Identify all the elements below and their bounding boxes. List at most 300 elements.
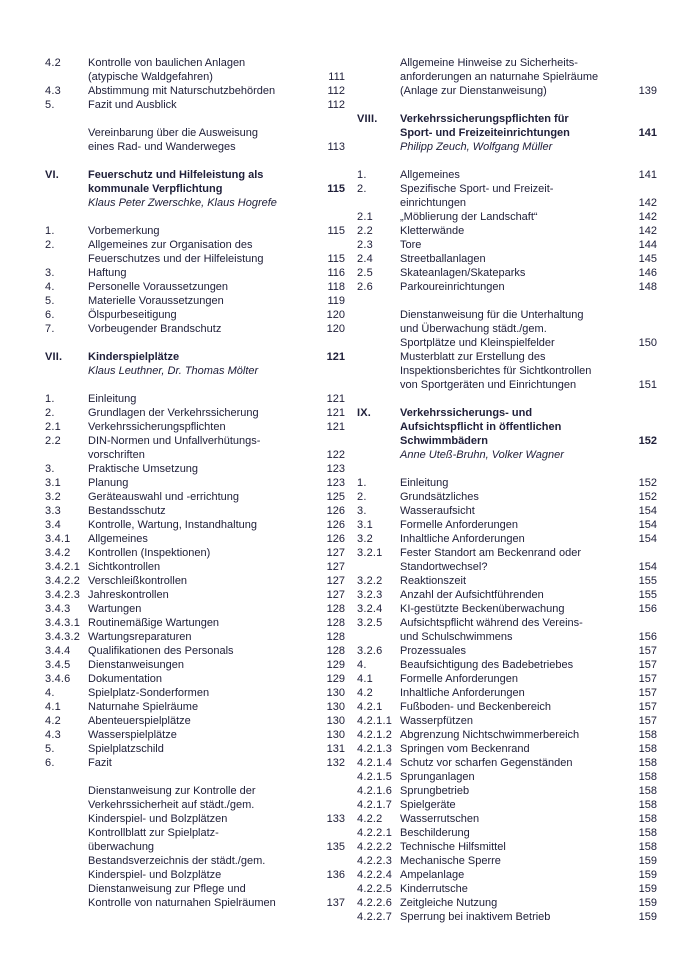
toc-entry bbox=[357, 826, 657, 840]
toc-entry-author: Klaus Leuthner, Dr. Thomas Mölter bbox=[88, 365, 259, 377]
toc-entry-page: 112 bbox=[327, 99, 345, 111]
toc-entry-title: Abgrenzung Nichtschwimmerbereich bbox=[400, 729, 580, 741]
toc-entry bbox=[45, 56, 345, 84]
toc-block bbox=[357, 112, 657, 154]
toc-entry-number: 3.4 bbox=[45, 519, 61, 531]
toc-entry bbox=[45, 84, 345, 98]
toc-entry-number: 2.3 bbox=[357, 239, 373, 251]
toc-entry-body bbox=[88, 308, 345, 322]
toc-entry-body bbox=[88, 294, 345, 308]
toc-entry bbox=[357, 798, 657, 812]
toc-entry-number: 4. bbox=[45, 281, 55, 293]
toc-entry-title: Spielplatzschild bbox=[88, 743, 164, 755]
toc-entry-number: 2. bbox=[45, 407, 55, 419]
toc-entry-page: 158 bbox=[638, 743, 657, 755]
toc-entry-body bbox=[400, 658, 657, 672]
toc-entry-page: 121 bbox=[326, 407, 345, 419]
toc-entry-number: 4.2.1.4 bbox=[357, 757, 393, 769]
toc-entry-page: 130 bbox=[326, 715, 345, 727]
toc-entry-title: Haftung bbox=[88, 267, 127, 279]
toc-entry-number: 2.5 bbox=[357, 267, 373, 279]
toc-entry-line bbox=[400, 826, 657, 840]
toc-entry-title: Inhaltliche Anforderungen bbox=[400, 533, 525, 545]
toc-entry bbox=[45, 560, 345, 574]
toc-entry-page: 113 bbox=[327, 141, 345, 153]
toc-column-right bbox=[357, 56, 657, 938]
toc-entry-page: 123 bbox=[326, 477, 345, 489]
toc-entry-page: 159 bbox=[638, 869, 657, 881]
toc-entry-body bbox=[400, 546, 657, 574]
toc-entry-body bbox=[88, 602, 345, 616]
toc-entry-title: DIN-Normen und Unfallverhütungs- bbox=[88, 435, 261, 447]
toc-entry-line bbox=[400, 210, 657, 224]
toc-entry-title: Bestandsschutz bbox=[88, 505, 166, 517]
toc-entry-page: 118 bbox=[327, 281, 345, 293]
toc-entry-body bbox=[88, 756, 345, 770]
toc-block bbox=[45, 168, 345, 210]
toc-entry-title: Grundsätzliches bbox=[400, 491, 479, 503]
toc-entry-title: Dienstanweisung zur Kontrolle der bbox=[88, 785, 256, 797]
toc-entry-title: Kinderspiel- und Bolzplätzen bbox=[88, 813, 228, 825]
toc-entry-line bbox=[400, 252, 657, 266]
toc-entry-title: Personelle Voraussetzungen bbox=[88, 281, 229, 293]
toc-entry-number: 3.4.2.2 bbox=[45, 575, 81, 587]
toc-entry-body bbox=[88, 238, 345, 266]
toc-entry-title: Skateanlagen/Skateparks bbox=[400, 267, 526, 279]
toc-entry-title: Sichtkontrollen bbox=[88, 561, 161, 573]
toc-entry-title: Praktische Umsetzung bbox=[88, 463, 199, 475]
toc-block bbox=[357, 476, 657, 924]
toc-block bbox=[45, 784, 345, 910]
toc-entry-body bbox=[88, 882, 345, 910]
toc-entry-body bbox=[88, 714, 345, 728]
toc-entry-line bbox=[88, 392, 345, 406]
toc-entry-page: 150 bbox=[638, 337, 657, 349]
toc-entry-number: 3.1 bbox=[357, 519, 373, 531]
toc-entry-body bbox=[88, 784, 345, 826]
toc-entry-number: VII. bbox=[45, 351, 63, 363]
toc-block bbox=[45, 56, 345, 112]
toc-entry-page: 121 bbox=[326, 393, 345, 405]
toc-entry-title: Routinemäßige Wartungen bbox=[88, 617, 220, 629]
toc-entry-line bbox=[400, 476, 657, 490]
toc-entry-number: 4.1 bbox=[357, 673, 373, 685]
toc-entry-line bbox=[400, 644, 657, 658]
toc-entry-page: 154 bbox=[638, 505, 657, 517]
toc-entry-number: 5. bbox=[45, 743, 55, 755]
toc-entry-number: 3.4.6 bbox=[45, 673, 71, 685]
toc-entry-body bbox=[400, 238, 657, 252]
toc-entry bbox=[357, 658, 657, 672]
toc-entry-number: 4.3 bbox=[45, 729, 61, 741]
toc-entry-line bbox=[400, 490, 657, 504]
toc-block bbox=[357, 56, 657, 98]
toc-entry bbox=[357, 910, 657, 924]
toc-entry-title: Feuerschutz und Hilfeleistung als bbox=[88, 169, 264, 181]
toc-entry-title: Materielle Voraussetzungen bbox=[88, 295, 224, 307]
toc-entry-title: Kontrolle, Wartung, Instandhaltung bbox=[88, 519, 257, 531]
toc-entry-page: 141 bbox=[638, 169, 657, 181]
toc-entry-title: Grundlagen der Verkehrssicherung bbox=[88, 407, 259, 419]
toc-entry bbox=[357, 280, 657, 294]
toc-entry bbox=[45, 630, 345, 644]
toc-entry-page: 157 bbox=[638, 715, 657, 727]
toc-entry bbox=[357, 854, 657, 868]
toc-entry-title: Verkehrssicherungs- und bbox=[400, 407, 533, 419]
toc-entry-body bbox=[400, 686, 657, 700]
toc-entry-number: 4.2 bbox=[357, 687, 373, 699]
toc-entry-title: und Schulschwimmens bbox=[400, 631, 513, 643]
toc-entry bbox=[357, 518, 657, 532]
toc-entry-page: 121 bbox=[326, 351, 345, 363]
toc-entry-page: 130 bbox=[326, 729, 345, 741]
toc-entry bbox=[357, 742, 657, 756]
toc-entry-body bbox=[88, 574, 345, 588]
toc-entry-title: Wasserrutschen bbox=[400, 813, 480, 825]
toc-entry-number: 3.4.5 bbox=[45, 659, 71, 671]
toc-entry-title: Allgemeines bbox=[88, 533, 148, 545]
toc-entry bbox=[357, 868, 657, 882]
toc-entry-body bbox=[88, 728, 345, 742]
toc-entry-body bbox=[88, 560, 345, 574]
toc-entry-title: Verkehrssicherheit auf städt./gem. bbox=[88, 799, 255, 811]
toc-columns bbox=[45, 56, 657, 938]
toc-entry-title: Schutz vor scharfen Gegenständen bbox=[400, 757, 573, 769]
toc-entry bbox=[357, 238, 657, 252]
toc-entry-number: 1. bbox=[357, 169, 367, 181]
toc-entry bbox=[45, 616, 345, 630]
toc-entry bbox=[357, 784, 657, 798]
toc-entry-page: 146 bbox=[638, 267, 657, 279]
toc-entry-title: (Anlage zur Dienstanweisung) bbox=[400, 85, 547, 97]
toc-entry-line bbox=[88, 98, 345, 112]
toc-entry-number: 7. bbox=[45, 323, 55, 335]
toc-entry bbox=[45, 784, 345, 826]
toc-entry-title: Kinderspiel- und Bolzplätze bbox=[88, 869, 222, 881]
toc-entry-number: 4.2.1.7 bbox=[357, 799, 393, 811]
toc-entry-title: überwachung bbox=[88, 841, 155, 853]
toc-entry-body bbox=[88, 700, 345, 714]
toc-entry bbox=[357, 350, 657, 392]
toc-entry-line bbox=[88, 294, 345, 308]
toc-entry-line bbox=[400, 728, 657, 742]
toc-entry-number: IX. bbox=[357, 407, 372, 419]
toc-entry-number: 3.4.4 bbox=[45, 645, 71, 657]
toc-entry-title: Wartungsreparaturen bbox=[88, 631, 192, 643]
toc-entry-body bbox=[400, 518, 657, 532]
toc-entry-line bbox=[400, 770, 657, 784]
toc-entry-body bbox=[400, 840, 657, 854]
toc-entry-number bbox=[45, 126, 88, 154]
toc-entry-page: 137 bbox=[326, 897, 345, 909]
toc-entry-number bbox=[357, 56, 400, 98]
toc-entry-line bbox=[400, 126, 657, 140]
toc-entry-body bbox=[88, 588, 345, 602]
toc-entry bbox=[357, 252, 657, 266]
toc-entry bbox=[45, 658, 345, 672]
toc-entry-title: Allgemeines bbox=[400, 169, 460, 181]
toc-entry-title: Kletterwände bbox=[400, 225, 465, 237]
toc-entry-page: 142 bbox=[638, 197, 657, 209]
toc-entry-line bbox=[400, 812, 657, 826]
toc-entry-page: 136 bbox=[326, 869, 345, 881]
toc-entry-number: 2.2 bbox=[357, 225, 373, 237]
toc-entry-line bbox=[88, 462, 345, 476]
toc-entry-page: 127 bbox=[326, 589, 345, 601]
toc-entry bbox=[357, 896, 657, 910]
toc-entry-page: 135 bbox=[326, 841, 345, 853]
toc-entry bbox=[45, 742, 345, 756]
toc-entry-page: 120 bbox=[326, 323, 345, 335]
toc-entry-page: 115 bbox=[327, 225, 345, 237]
toc-entry-title: Kontrollblatt zur Spielplatz- bbox=[88, 827, 219, 839]
toc-entry-page: 125 bbox=[326, 491, 345, 503]
toc-entry-title: Fester Standort am Beckenrand oder bbox=[400, 547, 581, 559]
toc-entry-line bbox=[88, 84, 345, 98]
toc-entry-line bbox=[400, 784, 657, 798]
toc-entry-title: „Möblierung der Landschaft“ bbox=[400, 211, 538, 223]
toc-entry-body bbox=[400, 182, 657, 210]
toc-entry-body bbox=[88, 826, 345, 854]
toc-entry-line bbox=[88, 182, 345, 196]
toc-entry-page: 159 bbox=[638, 911, 657, 923]
toc-entry-number: 4. bbox=[45, 687, 55, 699]
toc-entry-body bbox=[400, 910, 657, 924]
toc-entry-body bbox=[88, 280, 345, 294]
toc-entry bbox=[45, 854, 345, 882]
toc-entry-number: 3.2.1 bbox=[357, 547, 383, 559]
toc-entry-body bbox=[88, 686, 345, 700]
toc-entry bbox=[45, 420, 345, 434]
toc-entry-body bbox=[400, 112, 657, 154]
toc-entry-page: 111 bbox=[328, 71, 345, 83]
toc-entry-title: Qualifikationen des Personals bbox=[88, 645, 234, 657]
toc-entry-page: 131 bbox=[326, 743, 345, 755]
toc-entry-title: vorschriften bbox=[88, 449, 145, 461]
toc-entry-title: Sportplätze und Kleinspielfelder bbox=[400, 337, 555, 349]
toc-entry-body bbox=[88, 630, 345, 644]
toc-entry-body bbox=[400, 714, 657, 728]
toc-entry-page: 154 bbox=[638, 519, 657, 531]
toc-entry-line bbox=[88, 672, 345, 686]
toc-column-left bbox=[45, 56, 345, 938]
toc-entry-number: VIII. bbox=[357, 113, 378, 125]
toc-entry-title: Beaufsichtigung des Badebetriebes bbox=[400, 659, 574, 671]
toc-entry-line bbox=[88, 574, 345, 588]
toc-entry-line bbox=[400, 336, 657, 350]
toc-entry-number: 4.2.2 bbox=[357, 813, 383, 825]
toc-entry-number: 3.4.3.1 bbox=[45, 617, 81, 629]
toc-entry-body bbox=[88, 532, 345, 546]
toc-entry bbox=[357, 728, 657, 742]
toc-entry-title: Sprunganlagen bbox=[400, 771, 475, 783]
toc-entry-body bbox=[88, 224, 345, 238]
toc-entry-title: Abenteuerspielplätze bbox=[88, 715, 191, 727]
toc-entry bbox=[357, 182, 657, 210]
toc-entry bbox=[357, 714, 657, 728]
toc-entry-line bbox=[400, 840, 657, 854]
toc-entry-line bbox=[88, 420, 345, 434]
toc-entry-number: VI. bbox=[45, 169, 60, 181]
toc-entry-page: 132 bbox=[326, 757, 345, 769]
toc-entry bbox=[45, 602, 345, 616]
toc-entry-number: 2. bbox=[357, 183, 367, 195]
toc-entry bbox=[357, 532, 657, 546]
toc-entry-line bbox=[88, 280, 345, 294]
toc-entry-body bbox=[400, 784, 657, 798]
toc-entry-title: Verkehrssicherungspflichten bbox=[88, 421, 226, 433]
toc-entry-number: 4.2.1 bbox=[357, 701, 383, 713]
toc-entry-body bbox=[400, 574, 657, 588]
toc-entry bbox=[357, 644, 657, 658]
toc-entry-line bbox=[88, 714, 345, 728]
toc-entry-title: Bestandsverzeichnis der städt./gem. bbox=[88, 855, 266, 867]
toc-entry-page: 128 bbox=[326, 603, 345, 615]
toc-entry-number: 3.2.4 bbox=[357, 603, 383, 615]
toc-entry-line bbox=[400, 798, 657, 812]
toc-entry-number: 3.2.6 bbox=[357, 645, 383, 657]
toc-entry-title: Naturnahe Spielräume bbox=[88, 701, 199, 713]
toc-entry-body bbox=[400, 756, 657, 770]
toc-entry-page: 159 bbox=[638, 883, 657, 895]
toc-entry-line bbox=[88, 406, 345, 420]
toc-entry-title: Mechanische Sperre bbox=[400, 855, 501, 867]
toc-entry-title: einrichtungen bbox=[400, 197, 467, 209]
toc-entry-page: 116 bbox=[327, 267, 345, 279]
toc-entry-number: 3.2 bbox=[45, 491, 61, 503]
toc-entry-body bbox=[400, 602, 657, 616]
toc-entry bbox=[357, 700, 657, 714]
toc-entry-line bbox=[400, 742, 657, 756]
toc-entry-number: 3.4.2 bbox=[45, 547, 71, 559]
toc-entry-title: Wasserspielplätze bbox=[88, 729, 177, 741]
toc-entry-number: 3.4.1 bbox=[45, 533, 71, 545]
toc-entry-number: 4.2.1.6 bbox=[357, 785, 393, 797]
toc-entry-body bbox=[88, 84, 345, 98]
toc-entry-body bbox=[400, 210, 657, 224]
toc-entry-line bbox=[400, 756, 657, 770]
toc-entry-body bbox=[88, 168, 345, 210]
toc-entry-body bbox=[88, 350, 345, 378]
toc-entry-page: 121 bbox=[326, 421, 345, 433]
toc-entry-body bbox=[400, 308, 657, 350]
toc-entry bbox=[45, 714, 345, 728]
toc-entry-title: Ampelanlage bbox=[400, 869, 465, 881]
toc-entry-line bbox=[400, 630, 657, 644]
toc-entry-line bbox=[400, 532, 657, 546]
toc-entry bbox=[45, 686, 345, 700]
toc-entry-title: Jahreskontrollen bbox=[88, 589, 169, 601]
toc-entry-number: 3.2.5 bbox=[357, 617, 383, 629]
toc-entry bbox=[357, 168, 657, 182]
toc-entry-body bbox=[400, 868, 657, 882]
toc-entry-title: Springen vom Beckenrand bbox=[400, 743, 530, 755]
toc-entry-number bbox=[45, 826, 88, 854]
toc-entry-page: 130 bbox=[326, 701, 345, 713]
toc-entry-page: 128 bbox=[326, 645, 345, 657]
toc-entry-body bbox=[88, 742, 345, 756]
toc-entry-page: 133 bbox=[326, 813, 345, 825]
toc-entry-number: 4.2.1.1 bbox=[357, 715, 393, 727]
toc-entry-line bbox=[400, 238, 657, 252]
toc-entry-line bbox=[88, 840, 345, 854]
toc-entry-title: und Überwachung städt./gem. bbox=[400, 323, 547, 335]
toc-entry-body bbox=[400, 280, 657, 294]
toc-entry bbox=[357, 574, 657, 588]
toc-entry-page: 156 bbox=[638, 603, 657, 615]
toc-entry-line bbox=[88, 322, 345, 336]
toc-entry-number: 4.2.2.2 bbox=[357, 841, 393, 853]
toc-entry bbox=[45, 294, 345, 308]
toc-entry-title: Formelle Anforderungen bbox=[400, 673, 519, 685]
toc-entry-body bbox=[400, 406, 657, 462]
toc-entry-body bbox=[400, 588, 657, 602]
toc-entry-page: 129 bbox=[326, 673, 345, 685]
toc-entry bbox=[357, 56, 657, 98]
toc-entry bbox=[45, 434, 345, 462]
toc-block bbox=[357, 308, 657, 392]
toc-entry bbox=[45, 728, 345, 742]
toc-entry-title: Wasserpfützen bbox=[400, 715, 473, 727]
toc-entry-number: 3. bbox=[45, 267, 55, 279]
toc-entry-title: Prozessuales bbox=[400, 645, 467, 657]
toc-entry-page: 115 bbox=[327, 253, 345, 265]
toc-entry-line bbox=[400, 574, 657, 588]
toc-entry-line bbox=[88, 476, 345, 490]
toc-entry-title: Feuerschutzes und der Hilfeleistung bbox=[88, 253, 264, 265]
toc-entry-line bbox=[400, 518, 657, 532]
toc-entry-body bbox=[88, 434, 345, 462]
toc-entry-number bbox=[45, 854, 88, 882]
toc-entry-title: Fazit und Ausblick bbox=[88, 99, 177, 111]
toc-entry-body bbox=[400, 770, 657, 784]
toc-entry-title: Parkoureinrichtungen bbox=[400, 281, 505, 293]
toc-entry-body bbox=[88, 504, 345, 518]
toc-entry-number: 4.2.2.1 bbox=[357, 827, 393, 839]
toc-entry-line bbox=[88, 756, 345, 770]
toc-entry-page: 158 bbox=[638, 827, 657, 839]
toc-entry-line bbox=[88, 224, 345, 238]
toc-entry-page: 158 bbox=[638, 813, 657, 825]
toc-entry-line bbox=[88, 560, 345, 574]
toc-entry-line bbox=[88, 616, 345, 630]
toc-entry-line bbox=[88, 70, 345, 84]
toc-entry-body bbox=[400, 224, 657, 238]
toc-entry bbox=[357, 224, 657, 238]
toc-entry-line bbox=[88, 532, 345, 546]
toc-entry bbox=[357, 266, 657, 280]
toc-entry-body bbox=[400, 728, 657, 742]
toc-entry-number: 3.2.2 bbox=[357, 575, 383, 587]
toc-entry-number: 1. bbox=[45, 225, 55, 237]
toc-entry-page: 159 bbox=[638, 855, 657, 867]
toc-entry bbox=[357, 112, 657, 154]
toc-entry bbox=[45, 700, 345, 714]
toc-entry-page: 158 bbox=[638, 757, 657, 769]
toc-entry-number: 2. bbox=[357, 491, 367, 503]
toc-entry-number: 4.2.2.6 bbox=[357, 897, 393, 909]
toc-entry-line bbox=[88, 588, 345, 602]
toc-entry-title: Planung bbox=[88, 477, 129, 489]
toc-entry-line bbox=[400, 224, 657, 238]
toc-entry-number: 2. bbox=[45, 239, 55, 251]
toc-entry-title: Musterblatt zur Erstellung des bbox=[400, 351, 546, 363]
toc-entry bbox=[45, 644, 345, 658]
toc-entry-author: Anne Uteß-Bruhn, Volker Wagner bbox=[400, 449, 564, 461]
toc-entry-line bbox=[88, 742, 345, 756]
toc-block bbox=[357, 168, 657, 294]
toc-entry-line bbox=[400, 84, 657, 98]
